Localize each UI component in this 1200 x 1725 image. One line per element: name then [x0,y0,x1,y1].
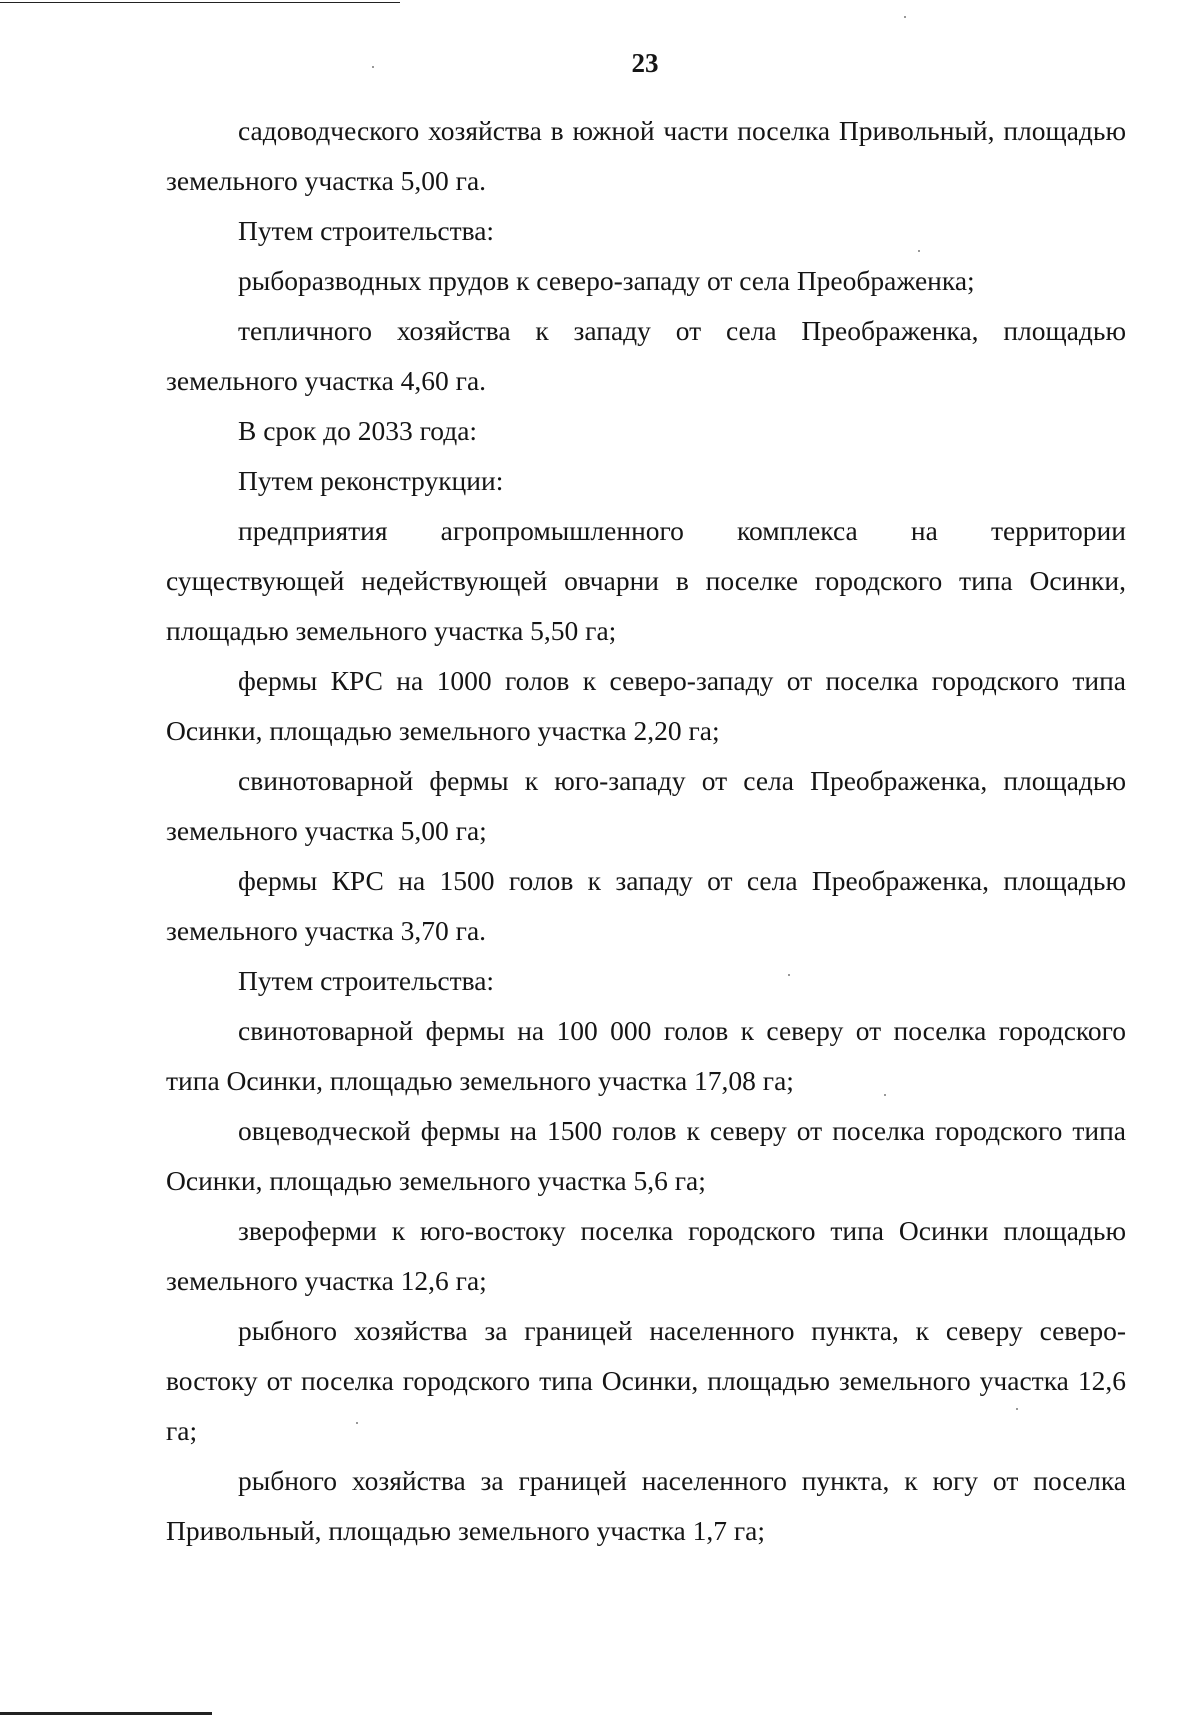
scan-line-top [0,2,400,3]
page-number: 23 [631,48,659,78]
paragraph-3: рыборазводных прудов к северо-западу от села Преображенка; [238,265,975,296]
paragraph-16: рыбного хозяйства за границей населенного пункта, к югу от поселка Привольный, площадью земельного участка 1,7 га; [166,1465,1126,1546]
paragraph-10: фермы КРС на 1500 голов к западу от села Преображенка, площадью земельного участка 3,70 га. [166,865,1126,946]
paragraph-2: Путем строительства: [238,215,495,246]
scan-speck [904,16,906,18]
paragraph-6: Путем реконструкции: [238,465,504,496]
paragraph-11: Путем строительства: [238,965,495,996]
paragraph-9: свинотоварной фермы к юго-западу от села Преображенка, площадью земельного участка 5,00 га; [166,765,1126,846]
paragraph-15: рыбного хозяйства за границей населенного пункта, к северу северо-востоку от поселка городского типа Осинки, площадью земельного участка 12,6 га; [166,1315,1126,1446]
paragraph-13: овцеводческой фермы на 1500 голов к северу от поселка городского типа Осинки, площадью земельного участка 5,6 га; [166,1115,1126,1196]
paragraph-14: звероферми к юго-востоку поселка городского типа Осинки площадью земельного участка 12,6 га; [166,1215,1126,1296]
paragraph-8: фермы КРС на 1000 голов к северо-западу от поселка городского типа Осинки, площадью земельного участка 2,20 га; [166,665,1126,746]
paragraph-7: предприятия агропромышленного комплекса на территории существующей недействующей овчарни в поселке городского типа Осинки, площадью земельного участка 5,50 га; [166,515,1126,646]
paragraph-12: свинотоварной фермы на 100 000 голов к северу от поселка городского типа Осинки, площадью земельного участка 17,08 га; [166,1015,1126,1096]
document-body [166,106,1126,1556]
paragraph-5: В срок до 2033 года: [238,415,478,446]
scan-line-bottom [0,1712,212,1715]
paragraph-1: садоводческого хозяйства в южной части поселка Привольный, площадью земельного участка 5,00 га. [166,115,1126,196]
paragraph-4: тепличного хозяйства к западу от села Преображенка, площадью земельного участка 4,60 га. [166,315,1126,396]
